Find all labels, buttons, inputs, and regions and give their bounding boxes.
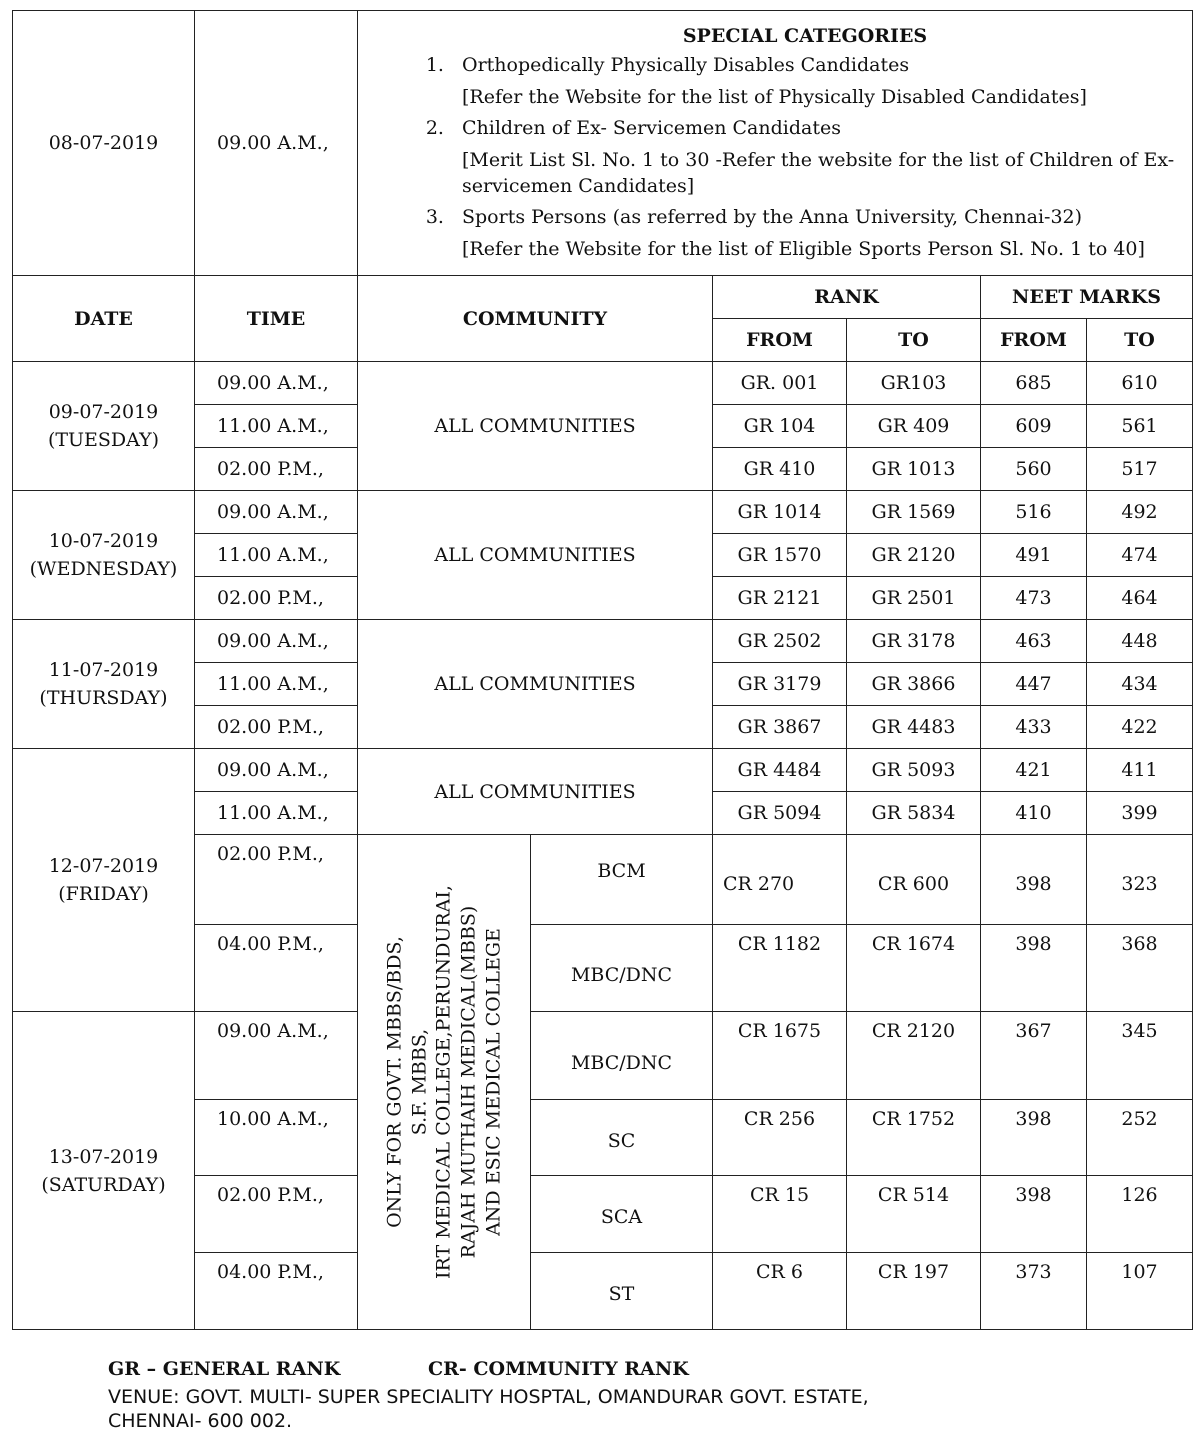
vertical-note-cell bbox=[358, 835, 531, 1330]
rank-from-cell: GR 2121 bbox=[713, 577, 847, 620]
sub-community-cell: SCA bbox=[531, 1176, 713, 1253]
header-neet-marks: NEET MARKS bbox=[981, 276, 1193, 319]
rank-to-cell: GR 5093 bbox=[847, 749, 981, 792]
neet-from-cell: 560 bbox=[981, 448, 1087, 491]
table-row bbox=[13, 620, 1193, 663]
rank-from-cell: GR. 001 bbox=[713, 362, 847, 405]
special-time: 09.00 A.M., bbox=[195, 11, 358, 276]
time-cell: 02.00 P.M., bbox=[195, 577, 358, 620]
rank-to-cell: GR 1569 bbox=[847, 491, 981, 534]
day-date-cell bbox=[13, 1012, 195, 1330]
date-text: 12-07-2019 bbox=[48, 855, 159, 877]
time-cell: 09.00 A.M., bbox=[195, 362, 358, 405]
rank-to-cell: GR103 bbox=[847, 362, 981, 405]
neet-from-cell: 473 bbox=[981, 577, 1087, 620]
list-item bbox=[450, 205, 1186, 262]
time-cell: 09.00 A.M., bbox=[195, 1012, 358, 1100]
rank-from-cell: CR 256 bbox=[713, 1100, 847, 1176]
vertical-note-line: IRT MEDICAL COLLEGE,PERUNDURAI, bbox=[432, 885, 455, 1279]
header-rank-from: FROM bbox=[713, 319, 847, 362]
neet-from-cell: 433 bbox=[981, 706, 1087, 749]
rank-to-cell: GR 2501 bbox=[847, 577, 981, 620]
neet-from-cell: 609 bbox=[981, 405, 1087, 448]
neet-from-cell: 516 bbox=[981, 491, 1087, 534]
weekday-text: (THURSDAY) bbox=[39, 687, 168, 709]
time-cell: 10.00 A.M., bbox=[195, 1100, 358, 1176]
neet-from-cell: 373 bbox=[981, 1253, 1087, 1330]
date-text: 09-07-2019 bbox=[48, 401, 159, 423]
venue-line: CHENNAI- 600 002. bbox=[108, 1409, 293, 1432]
list-item bbox=[450, 53, 1186, 110]
day-date-cell bbox=[13, 491, 195, 620]
rank-to-cell: GR 4483 bbox=[847, 706, 981, 749]
rank-to-cell: CR 1674 bbox=[847, 925, 981, 1012]
date-text: 10-07-2019 bbox=[48, 530, 159, 552]
community-cell: ALL COMMUNITIES bbox=[358, 620, 713, 749]
vertical-note bbox=[382, 842, 505, 1322]
rank-legend bbox=[108, 1358, 869, 1380]
sub-community-cell: BCM bbox=[531, 835, 713, 925]
rank-from-cell: GR 104 bbox=[713, 405, 847, 448]
rank-to-cell: GR 3178 bbox=[847, 620, 981, 663]
neet-to-cell: 107 bbox=[1087, 1253, 1193, 1330]
community-cell: ALL COMMUNITIES bbox=[358, 362, 713, 491]
neet-to-cell: 492 bbox=[1087, 491, 1193, 534]
community-cell: ALL COMMUNITIES bbox=[358, 749, 713, 835]
neet-from-cell: 491 bbox=[981, 534, 1087, 577]
neet-to-cell: 464 bbox=[1087, 577, 1193, 620]
rank-to-cell: CR 2120 bbox=[847, 1012, 981, 1100]
rank-to-cell: GR 3866 bbox=[847, 663, 981, 706]
date-text: 13-07-2019 bbox=[48, 1145, 159, 1168]
time-cell: 11.00 A.M., bbox=[195, 663, 358, 706]
sub-community-cell: SC bbox=[531, 1100, 713, 1176]
neet-from-cell: 398 bbox=[981, 925, 1087, 1012]
sub-community-cell: MBC/DNC bbox=[531, 925, 713, 1012]
rank-to-cell: GR 1013 bbox=[847, 448, 981, 491]
neet-from-cell: 421 bbox=[981, 749, 1087, 792]
footer bbox=[108, 1358, 869, 1434]
neet-to-cell: 399 bbox=[1087, 792, 1193, 835]
rank-from-cell: CR 270 bbox=[713, 835, 847, 925]
neet-to-cell: 448 bbox=[1087, 620, 1193, 663]
rank-from-cell: CR 15 bbox=[713, 1176, 847, 1253]
time-cell: 04.00 P.M., bbox=[195, 925, 358, 1012]
header-date: DATE bbox=[13, 276, 195, 362]
community-cell: ALL COMMUNITIES bbox=[358, 491, 713, 620]
time-cell: 09.00 A.M., bbox=[195, 749, 358, 792]
neet-from-cell: 410 bbox=[981, 792, 1087, 835]
counselling-schedule-table bbox=[12, 10, 1193, 1330]
header-community: COMMUNITY bbox=[358, 276, 713, 362]
neet-to-cell: 252 bbox=[1087, 1100, 1193, 1176]
special-item-text: Sports Persons (as referred by the Anna University, Chennai-32) bbox=[462, 206, 1083, 229]
vertical-note-line: RAJAH MUTHAIH MEDICAL(MBBS) bbox=[457, 905, 480, 1259]
table-row bbox=[13, 749, 1193, 792]
time-cell: 11.00 A.M., bbox=[195, 534, 358, 577]
neet-from-cell: 367 bbox=[981, 1012, 1087, 1100]
legend-general-rank: GR – GENERAL RANK bbox=[108, 1358, 341, 1380]
rank-to-cell: GR 409 bbox=[847, 405, 981, 448]
rank-to-cell: CR 197 bbox=[847, 1253, 981, 1330]
special-categories-cell bbox=[358, 11, 1193, 276]
neet-to-cell: 323 bbox=[1087, 835, 1193, 925]
neet-from-cell: 685 bbox=[981, 362, 1087, 405]
rank-from-cell: GR 3867 bbox=[713, 706, 847, 749]
rank-from-cell: CR 1182 bbox=[713, 925, 847, 1012]
neet-to-cell: 422 bbox=[1087, 706, 1193, 749]
vertical-note-line: AND ESIC MEDICAL COLLEGE bbox=[482, 928, 505, 1236]
neet-from-cell: 463 bbox=[981, 620, 1087, 663]
date-text: 11-07-2019 bbox=[48, 659, 159, 681]
sub-community-cell: ST bbox=[531, 1253, 713, 1330]
venue-line: VENUE: GOVT. MULTI- SUPER SPECIALITY HOSPTAL, OMANDURAR GOVT. ESTATE, bbox=[108, 1386, 869, 1408]
neet-from-cell: 398 bbox=[981, 1100, 1087, 1176]
table-row bbox=[13, 362, 1193, 405]
rank-from-cell: GR 5094 bbox=[713, 792, 847, 835]
rank-from-cell: GR 410 bbox=[713, 448, 847, 491]
special-item-note: [Refer the Website for the list of Eligible Sports Person Sl. No. 1 to 40] bbox=[462, 237, 1145, 260]
weekday-text: (FRIDAY) bbox=[58, 883, 149, 905]
header-rank: RANK bbox=[713, 276, 981, 319]
time-cell: 11.00 A.M., bbox=[195, 792, 358, 835]
rank-to-cell: CR 1752 bbox=[847, 1100, 981, 1176]
sub-community-cell: MBC/DNC bbox=[531, 1012, 713, 1100]
time-cell: 09.00 A.M., bbox=[195, 491, 358, 534]
time-cell: 02.00 P.M., bbox=[195, 835, 358, 925]
neet-to-cell: 126 bbox=[1087, 1176, 1193, 1253]
header-neet-from: FROM bbox=[981, 319, 1087, 362]
time-cell: 09.00 A.M., bbox=[195, 620, 358, 663]
special-date: 08-07-2019 bbox=[13, 11, 195, 276]
neet-to-cell: 434 bbox=[1087, 663, 1193, 706]
special-categories-list bbox=[364, 53, 1186, 262]
day-date-cell bbox=[13, 749, 195, 1012]
table-row bbox=[13, 491, 1193, 534]
header-rank-to: TO bbox=[847, 319, 981, 362]
time-cell: 04.00 P.M., bbox=[195, 1253, 358, 1330]
rank-from-cell: GR 2502 bbox=[713, 620, 847, 663]
neet-to-cell: 517 bbox=[1087, 448, 1193, 491]
neet-from-cell: 398 bbox=[981, 835, 1087, 925]
neet-to-cell: 411 bbox=[1087, 749, 1193, 792]
neet-from-cell: 447 bbox=[981, 663, 1087, 706]
rank-from-cell: CR 1675 bbox=[713, 1012, 847, 1100]
day-date-cell bbox=[13, 620, 195, 749]
rank-from-cell: GR 3179 bbox=[713, 663, 847, 706]
neet-to-cell: 474 bbox=[1087, 534, 1193, 577]
special-item-note: [Merit List Sl. No. 1 to 30 -Refer the website for the list of Children of Ex-servicemen Candidates] bbox=[462, 148, 1175, 197]
rank-from-cell: GR 1570 bbox=[713, 534, 847, 577]
vertical-note-line: ONLY FOR GOVT. MBBS/BDS, bbox=[383, 936, 406, 1228]
venue-text bbox=[108, 1386, 869, 1434]
table-row bbox=[13, 1012, 1193, 1100]
rank-from-cell: GR 4484 bbox=[713, 749, 847, 792]
time-cell: 02.00 P.M., bbox=[195, 1176, 358, 1253]
weekday-text: (SATURDAY) bbox=[41, 1173, 166, 1196]
vertical-note-line: S.F. MBBS, bbox=[407, 1028, 430, 1136]
rank-from-cell: CR 6 bbox=[713, 1253, 847, 1330]
header-time: TIME bbox=[195, 276, 358, 362]
vertical-note-wrap bbox=[358, 835, 530, 1329]
list-item bbox=[450, 116, 1186, 199]
neet-to-cell: 561 bbox=[1087, 405, 1193, 448]
day-date-cell bbox=[13, 362, 195, 491]
weekday-text: (TUESDAY) bbox=[47, 429, 160, 451]
special-categories-row bbox=[13, 11, 1193, 276]
time-cell: 02.00 P.M., bbox=[195, 706, 358, 749]
special-item-text: Children of Ex- Servicemen Candidates bbox=[462, 117, 841, 140]
weekday-text: (WEDNESDAY) bbox=[29, 558, 178, 580]
header-row bbox=[13, 276, 1193, 319]
rank-to-cell: GR 5834 bbox=[847, 792, 981, 835]
rank-to-cell: CR 600 bbox=[847, 835, 981, 925]
legend-community-rank: CR- COMMUNITY RANK bbox=[428, 1358, 689, 1380]
rank-to-cell: CR 514 bbox=[847, 1176, 981, 1253]
special-categories-title: SPECIAL CATEGORIES bbox=[682, 25, 928, 47]
neet-from-cell: 398 bbox=[981, 1176, 1087, 1253]
special-item-note: [Refer the Website for the list of Physically Disabled Candidates] bbox=[462, 85, 1087, 108]
neet-to-cell: 610 bbox=[1087, 362, 1193, 405]
neet-to-cell: 345 bbox=[1087, 1012, 1193, 1100]
time-cell: 02.00 P.M., bbox=[195, 448, 358, 491]
header-neet-to: TO bbox=[1087, 319, 1193, 362]
neet-to-cell: 368 bbox=[1087, 925, 1193, 1012]
rank-from-cell: GR 1014 bbox=[713, 491, 847, 534]
special-item-text: Orthopedically Physically Disables Candidates bbox=[462, 54, 910, 76]
rank-to-cell: GR 2120 bbox=[847, 534, 981, 577]
time-cell: 11.00 A.M., bbox=[195, 405, 358, 448]
